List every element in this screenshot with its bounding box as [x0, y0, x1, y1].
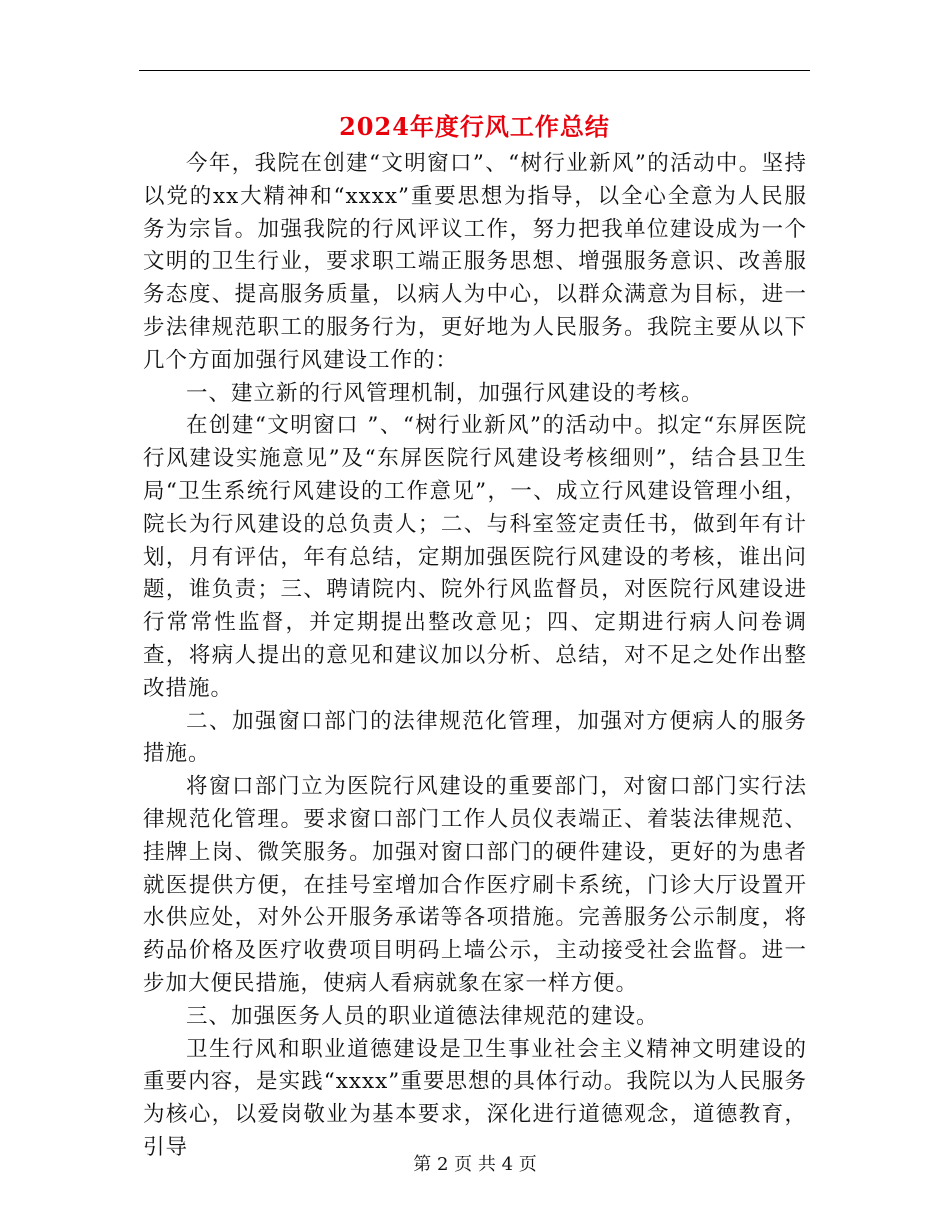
section-heading-1: 一、建立新的行风管理机制，加强行风建设的考核。: [186, 380, 704, 406]
section-heading-3: 三、加强医务人员的职业道德法律规范的建设。: [186, 1003, 659, 1029]
header-rule: [139, 70, 810, 71]
paragraph-section-3: 卫生行风和职业道德建设是卫生事业社会主义精神文明建设的重要内容，是实践“xxxx”重要思想的具体行动。我院以为人民服务为核心，以爱岗敬业为基本要求，深化进行道德观念，道德教育，引导: [143, 1036, 807, 1160]
paragraph-section-2: 将窗口部门立为医院行风建设的重要部门，对窗口部门实行法律规范化管理。要求窗口部门工作人员仪表端正、着装法律规范、挂牌上岗、微笑服务。加强对窗口部门的硬件建设，更好的为患者就医提供方便，在挂号室增加合作医疗刷卡系统，门诊大厅设置开水供应处，对外公开服务承诺等各项措施。完善服务公示制度，将药品价格及医疗收费项目明码上墙公示，主动接受社会监督。进一步加大便民措施，使病人看病就象在家一样方便。: [143, 774, 807, 996]
paragraph-section-1: 在创建“文明窗口 ”、“树行业新风”的活动中。拟定“东屏医院行风建设实施意见”及“东屏医院行风建设考核细则”，结合县卫生局“卫生系统行风建设的工作意见”，一、成立行风建设管理小组，院长为行风建设的总负责人；二、与科室签定责任书，做到年有计划，月有评估，年有总结，定期加强医院行风建设的考核，谁出问题，谁负责；三、聘请院内、院外行风监督员，对医院行风建设进行常常性监督，并定期提出整改意见；四、定期进行病人问卷调查，将病人提出的意见和建议加以分析、总结，对不足之处作出整改措施。: [143, 413, 807, 701]
page-number-footer: 第 2 页 共 4 页: [413, 1154, 537, 1175]
document-body: [143, 148, 807, 1165]
paragraph-intro: 今年，我院在创建“文明窗口”、“树行业新风”的活动中。坚持以党的xx大精神和“xxxx”重要思想为指导，以全心全意为人民服务为宗旨。加强我院的行风评议工作，努力把我单位建设成为一个文明的卫生行业，要求职工端正服务思想、增强服务意识、改善服务态度、提高服务质量，以病人为中心，以群众满意为目标，进一步法律规范职工的服务行为，更好地为人民服务。我院主要从以下几个方面加强行风建设工作的：: [143, 151, 807, 373]
document-title: 2024年度行风工作总结: [339, 112, 610, 141]
section-heading-2: 二、加强窗口部门的法律规范化管理，加强对方便病人的服务措施。: [143, 708, 807, 767]
